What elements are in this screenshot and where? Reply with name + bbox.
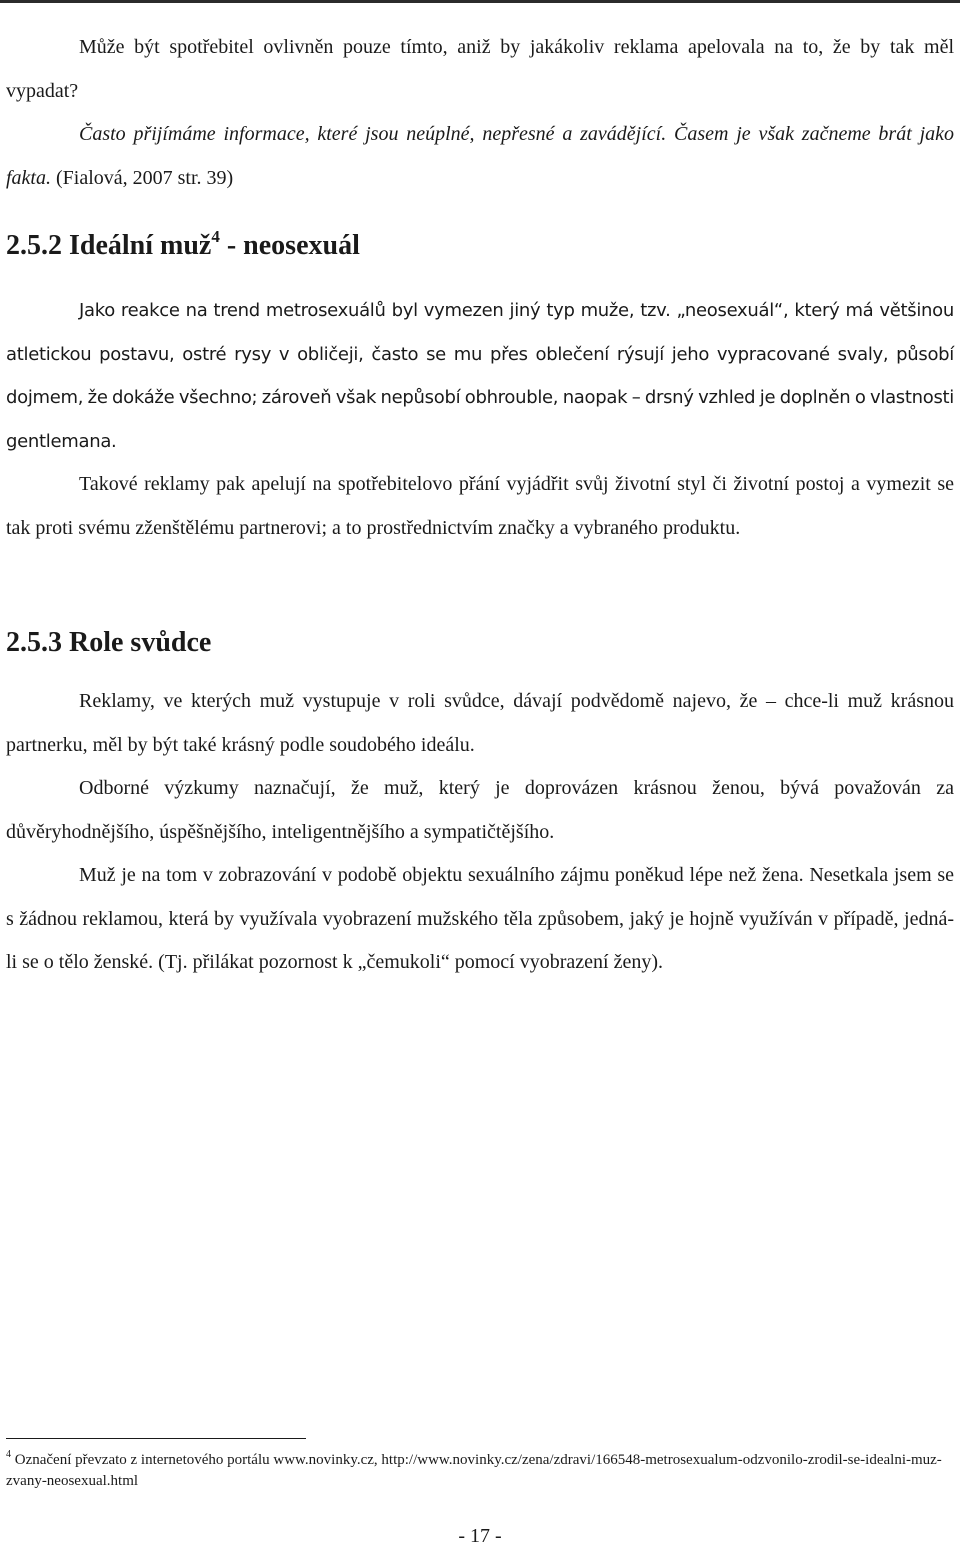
page-number: - 17 - (458, 1525, 502, 1547)
footnote (6, 1450, 954, 1492)
intro-block (6, 26, 954, 200)
role-paragraph-2: Odborné výzkumy naznačují, že muž, který je doprovázen krásnou ženou, bývá považován za důvěryhodnějšího, úspěšnějšího, inteligentnějšího a sympatičtějšího. (6, 777, 954, 843)
quote-text: Často přijímáme informace, které jsou neúplné, nepřesné a zavádějící. Časem je však začneme brát jako fakta. (6, 123, 954, 189)
role-block (6, 680, 954, 985)
footnote-text: Označení převzato z internetového portálu www.novinky.cz, http://www.novinky.cz/zena/zdravi/166548-metrosexualum-odzvonilo-zrodil-se-idealni-muz-zvany-neosexual.html (6, 1452, 942, 1489)
heading-neosexual-rest: - neosexuál (219, 230, 360, 261)
page-top-rule (0, 0, 960, 3)
footnote-marker: 4 (6, 1449, 11, 1460)
neosexual-block (6, 289, 954, 550)
neosexual-paragraph-2: Takové reklamy pak apelují na spotřebitelovo přání vyjádřit svůj životní styl či životní postoj a vymezit se tak proti svému zženštělému partnerovi; a to prostřednictvím značky a vybraného produktu. (6, 473, 954, 539)
section-heading-role: 2.5.3 Role svůdce (6, 627, 212, 658)
footnote-separator (6, 1438, 306, 1439)
intro-paragraph: Může být spotřebitel ovlivněn pouze tímto, aniž by jakákoliv reklama apelovala na to, že by tak měl vypadat? (6, 36, 954, 102)
section-heading-neosexual (6, 229, 360, 263)
role-paragraph-1: Reklamy, ve kterých muž vystupuje v roli svůdce, dávají podvědomě najevo, že – chce-li muž krásnou partnerku, měl by být také krásný podle soudobého ideálu. (6, 690, 954, 756)
quote-citation: (Fialová, 2007 str. 39) (51, 166, 234, 189)
heading-neosexual-text: 2.5.2 Ideální muž (6, 230, 212, 261)
neosexual-paragraph-1: Jako reakce na trend metrosexuálů byl vymezen jiný typ muže, tzv. „neosexuál“, který má většinou atletickou postavu, ostré rysy v obličeji, často se mu přes oblečení rýsují jeho vypracované svaly, působí dojmem, že dokáže všechno; zároveň však nepůsobí obhrouble, naopak – drsný vzhled je doplněn o vlastnosti gentlemana. (6, 300, 954, 452)
footnote-ref-4[interactable]: 4 (211, 227, 220, 246)
role-paragraph-3: Muž je na tom v zobrazování v podobě objektu sexuálního zájmu poněkud lépe než žena. Nesetkala jsem se s žádnou reklamou, která by využívala vyobrazení mužského těla způsobem, jaký je hojně využíván v případě, jedná-li se o tělo ženské. (Tj. přilákat pozornost k „čemukoli“ pomocí vyobrazení ženy). (6, 864, 954, 973)
quote-paragraph (6, 113, 954, 200)
